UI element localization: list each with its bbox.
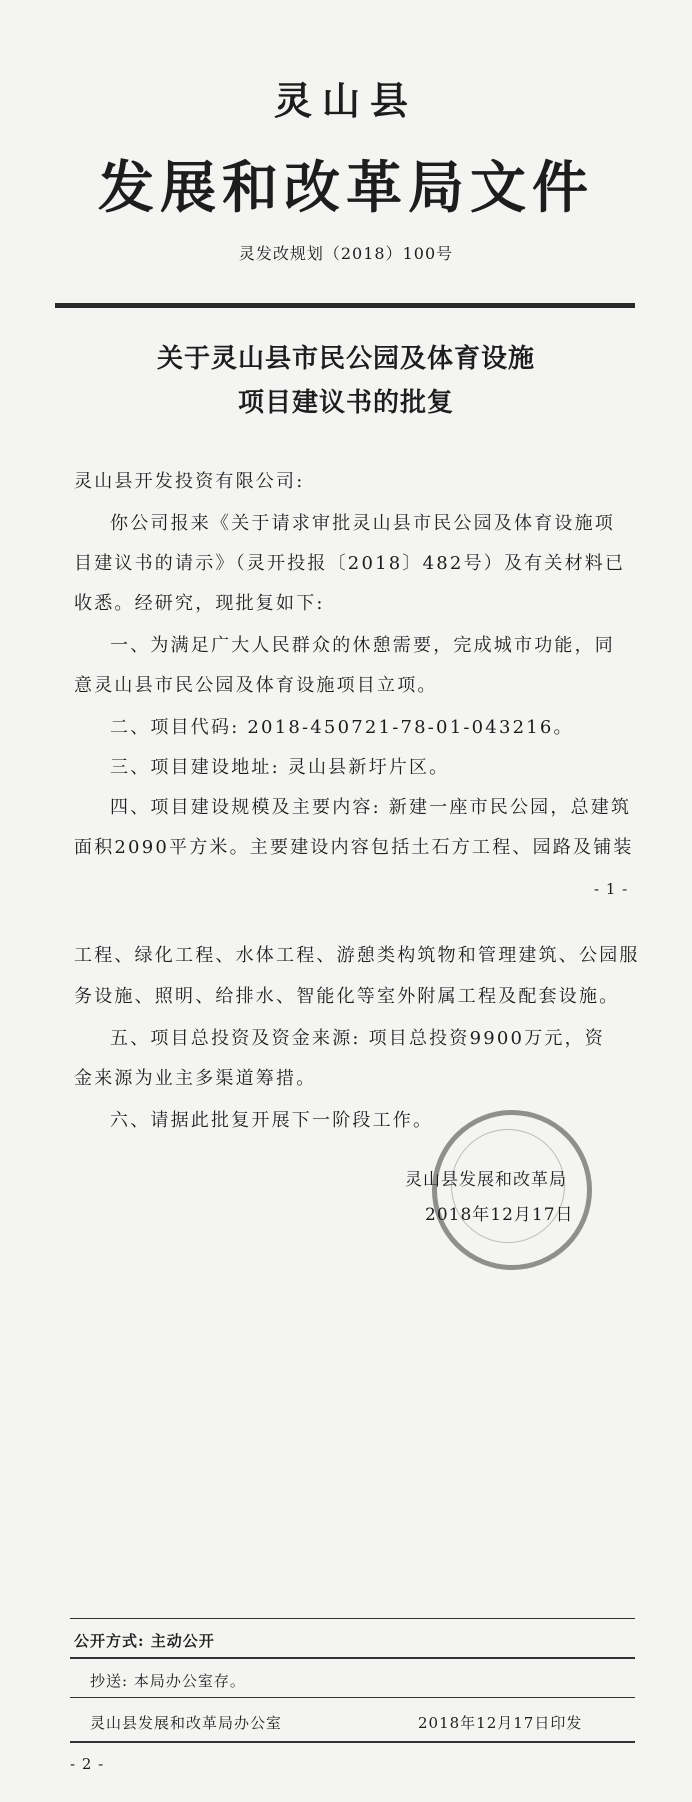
- item5-line-1: 五、项目总投资及资金来源: 项目总投资9900万元，资: [110, 1028, 605, 1049]
- page-number-2: - 2 -: [70, 1755, 105, 1773]
- intro-line-3: 收悉。经研究，现批复如下:: [74, 593, 325, 614]
- signature-date: 2018年12月17日: [425, 1205, 574, 1225]
- page-number-1: - 1 -: [594, 880, 629, 898]
- print-date: 2018年12月17日印发: [418, 1714, 583, 1732]
- item1-line-1: 一、为满足广大人民群众的休憩需要，完成城市功能，同: [110, 635, 615, 656]
- cc-line: 抄送: 本局办公室存。: [90, 1672, 246, 1690]
- item3: 三、项目建设地址: 灵山县新圩片区。: [110, 757, 450, 778]
- item2: 二、项目代码: 2018-450721-78-01-043216。: [110, 717, 574, 738]
- signature-org: 灵山县发展和改革局: [405, 1170, 567, 1190]
- document-number: 灵发改规划（2018）100号: [238, 244, 454, 263]
- document-title-line2: 项目建议书的批复: [237, 388, 454, 418]
- item5-line-2: 金来源为业主多渠道筹措。: [74, 1068, 317, 1089]
- intro-line-1: 你公司报来《关于请求审批灵山县市民公园及体育设施项: [110, 513, 615, 534]
- footer-rule-top: [70, 1618, 635, 1619]
- item4-line-4: 务设施、照明、给排水、智能化等室外附属工程及配套设施。: [74, 986, 620, 1007]
- item4-line-1: 四、项目建设规模及主要内容: 新建一座市民公园，总建筑: [110, 797, 632, 818]
- item4-line-3: 工程、绿化工程、水体工程、游憩类构筑物和管理建筑、公园服: [74, 945, 640, 966]
- document-header: 发展和改革局文件: [98, 155, 594, 221]
- item4-line-2: 面积2090平方米。主要建设内容包括土石方工程、园路及铺装: [74, 837, 634, 858]
- footer-rule-3: [70, 1741, 635, 1743]
- item6: 六、请据此批复开展下一阶段工作。: [110, 1110, 434, 1131]
- disclosure-method: 公开方式: 主动公开: [74, 1632, 215, 1650]
- footer-rule-2: [70, 1697, 635, 1698]
- intro-line-2: 目建议书的请示》（灵开投报〔2018〕482号）及有关材料已: [74, 553, 626, 574]
- document-title-line1: 关于灵山县市民公园及体育设施: [156, 344, 535, 374]
- county-name: 灵山县: [273, 78, 418, 123]
- addressee: 灵山县开发投资有限公司:: [74, 471, 305, 492]
- footer-rule-1: [70, 1657, 635, 1659]
- issuing-office: 灵山县发展和改革局办公室: [90, 1714, 283, 1732]
- item1-line-2: 意灵山县市民公园及体育设施项目立项。: [74, 675, 438, 696]
- official-seal: [432, 1110, 592, 1270]
- header-divider: [55, 303, 635, 308]
